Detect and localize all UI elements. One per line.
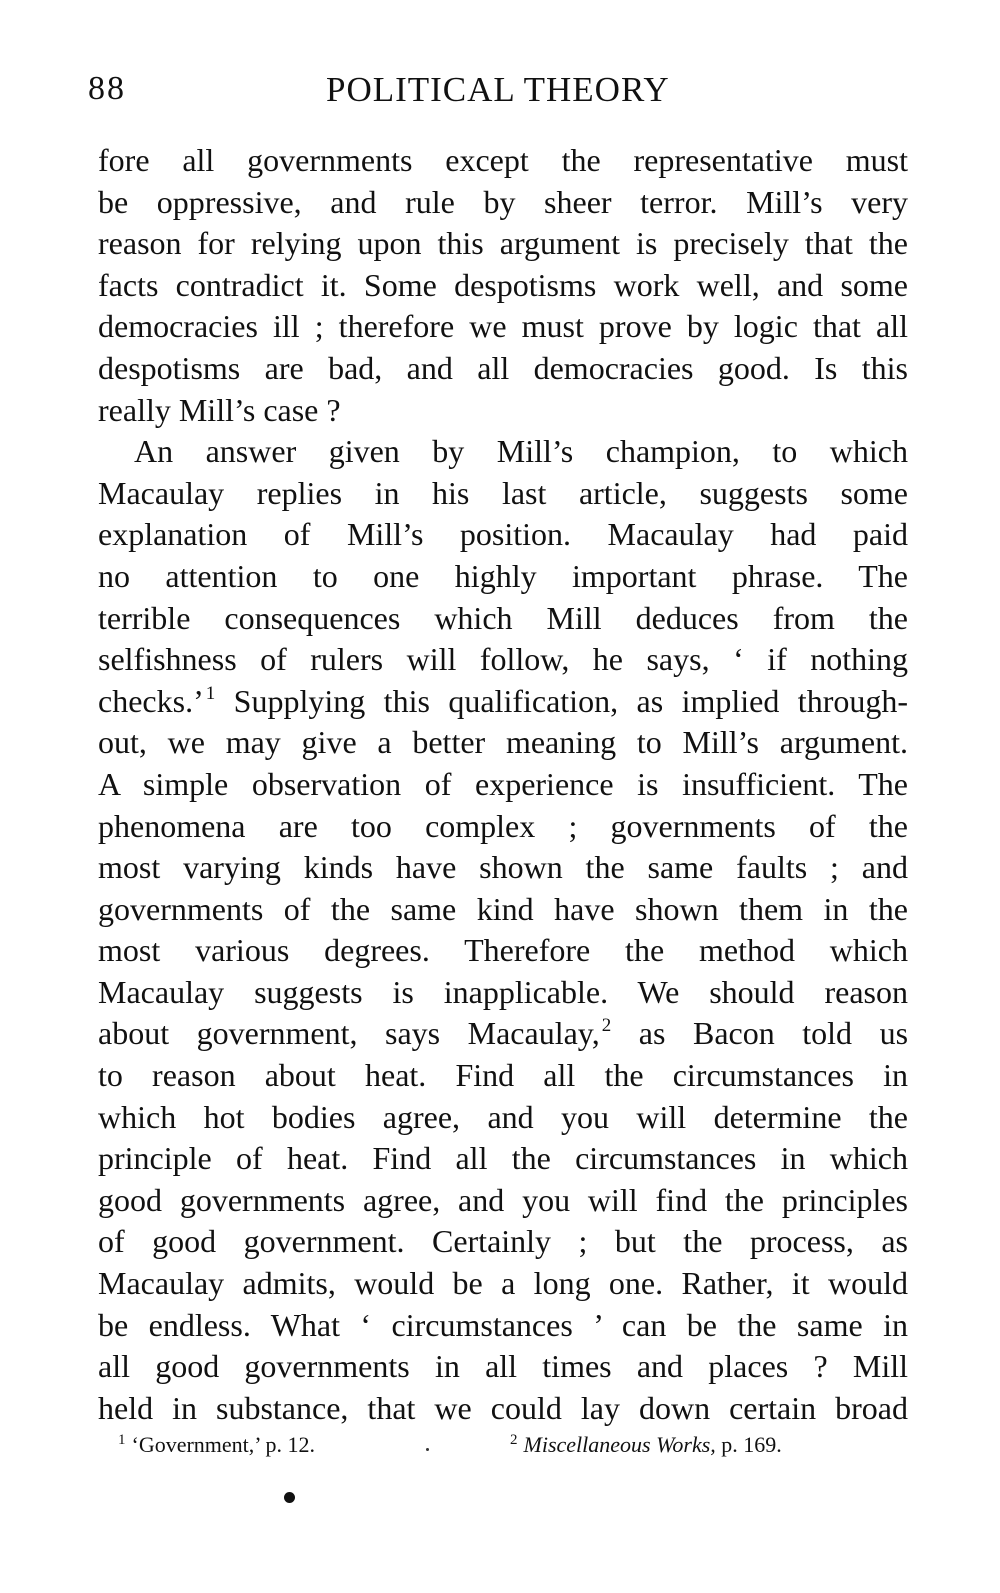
text-line: despotisms are bad, and all democracies good. Is this (98, 349, 908, 386)
text-line-with-footnote (98, 681, 908, 723)
page-number: 88 (88, 70, 126, 107)
text-line: which hot bodies agree, and you will determine the (98, 1098, 908, 1135)
text-line: An answer given by Mill’s champion, to which (134, 433, 908, 470)
text-line: all good governments in all times and places ? Mill (98, 1348, 908, 1385)
text-line: principle of heat. Find all the circumstances in which (98, 1140, 908, 1177)
footnote-ref-1: 1 (205, 682, 216, 704)
text-line: Macaulay suggests is inapplicable. We should reason (98, 973, 908, 1010)
text-line: A simple observation of experience is insufficient. The (98, 765, 908, 802)
text-line: reason for relying upon this argument is precisely that the (98, 225, 908, 262)
text-line: explanation of Mill’s position. Macaulay had paid (98, 516, 908, 553)
footnote-1-text: ‘Government,’ p. 12. (131, 1432, 315, 1457)
signature-mark (284, 1492, 295, 1503)
text-line: Macaulay replies in his last article, suggests some (98, 474, 908, 511)
text-line: phenomena are too complex ; governments of the (98, 807, 908, 844)
text-line: democracies ill ; therefore we must prove by logic that all (98, 308, 908, 345)
footnote-2 (510, 1432, 782, 1458)
text-line: terrible consequences which Mill deduces from the (98, 599, 908, 636)
text-fragment: as Bacon told us (638, 1015, 909, 1052)
text-line: good governments agree, and you will find the principles (98, 1181, 908, 1218)
text-line: be endless. What ‘ circumstances ’ can be the same in (98, 1306, 908, 1343)
footnote-2-title: Miscellaneous Works, (523, 1432, 716, 1457)
footnote-1-number: 1 (118, 1432, 126, 1448)
text-line: facts contradict it. Some despotisms work well, and some (98, 266, 908, 303)
text-fragment: Supplying this qualification, as implied through- (233, 682, 908, 719)
page-header (88, 62, 908, 122)
text-line: held in substance, that we could lay down certain broad (98, 1389, 908, 1426)
footnotes (118, 1432, 838, 1472)
text-line: out, we may give a better meaning to Mill’s argument. (98, 724, 908, 761)
text-line: be oppressive, and rule by sheer terror. Mill’s very (98, 183, 908, 220)
text-fragment: checks.’ (98, 682, 204, 719)
text-line: really Mill’s case ? (98, 391, 341, 428)
text-line: to reason about heat. Find all the circumstances in (98, 1057, 908, 1094)
text-line: no attention to one highly important phrase. The (98, 557, 908, 594)
footnote-ref-2: 2 (601, 1015, 612, 1037)
text-line: Macaulay admits, would be a long one. Rather, it would (98, 1265, 908, 1302)
footnote-2-page: p. 169. (721, 1432, 782, 1457)
text-line: most various degrees. Therefore the method which (98, 932, 908, 969)
running-head: POLITICAL THEORY (326, 70, 670, 109)
text-line-with-footnote (98, 1013, 908, 1055)
footnote-1 (118, 1432, 315, 1458)
body-text (98, 140, 908, 1429)
text-line: fore all governments except the representative must (98, 142, 908, 178)
ink-speck (426, 1448, 429, 1451)
text-line: governments of the same kind have shown them in the (98, 890, 908, 927)
footnote-2-number: 2 (510, 1432, 518, 1448)
text-fragment: about government, says Macaulay, (98, 1015, 600, 1052)
text-line: selfishness of rulers will follow, he says, ‘ if nothing (98, 641, 908, 678)
text-line: of good government. Certainly ; but the process, as (98, 1223, 908, 1260)
text-line: most varying kinds have shown the same faults ; and (98, 849, 908, 886)
